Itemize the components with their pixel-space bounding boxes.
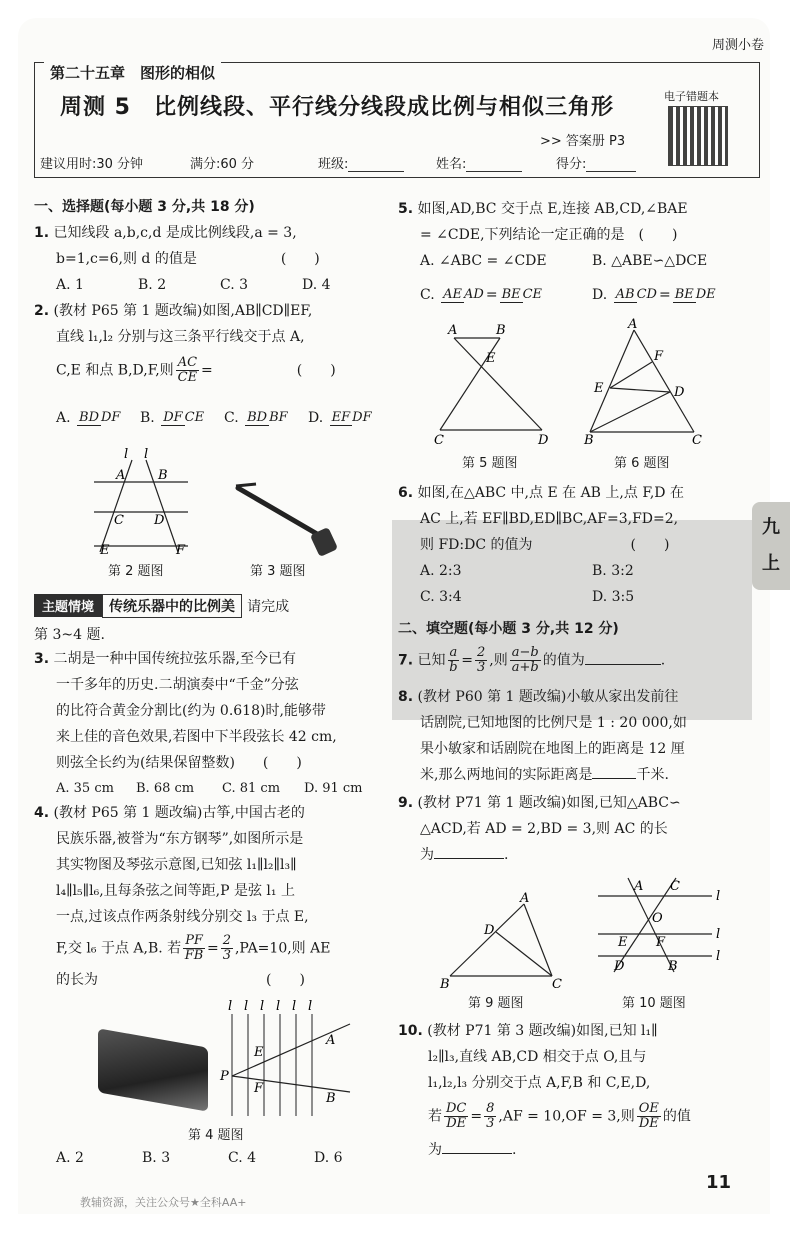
q6-option-d[interactable]: D. 3:5 — [592, 589, 635, 605]
svg-text:C: C — [670, 879, 680, 894]
q1-option-c[interactable]: C. 3 — [220, 277, 249, 293]
q2-option-d[interactable]: D. EF DF — [308, 409, 372, 426]
name-field — [436, 153, 522, 172]
svg-text:O: O — [652, 911, 663, 926]
q7-answer-blank[interactable] — [585, 651, 661, 665]
q3-option-a[interactable]: A. 35 cm — [56, 781, 114, 796]
figure-9-caption: 第 9 题图 — [468, 996, 524, 1011]
q2-number: 2. — [34, 303, 50, 319]
q6-option-c[interactable]: C. 3:4 — [420, 589, 462, 605]
svg-text:B: B — [326, 1091, 336, 1106]
q7-number: 7. — [398, 652, 414, 669]
q8-answer-blank[interactable] — [592, 765, 636, 779]
q2-option-b[interactable]: B. DF CE — [140, 409, 205, 426]
theme-suffix: 请完成 — [247, 599, 290, 615]
figure-2-caption: 第 2 题图 — [108, 564, 164, 579]
q10-answer-blank[interactable] — [442, 1140, 512, 1154]
svg-text:A: A — [326, 1033, 336, 1048]
q5-option-d[interactable]: D. AB CD = BE DE — [592, 286, 716, 303]
score-label: 得分: — [556, 157, 587, 172]
svg-text:l: l — [716, 889, 721, 904]
question-2 — [34, 298, 386, 431]
svg-text:l: l — [144, 447, 149, 462]
q4-number: 4. — [34, 805, 50, 821]
q2-options — [34, 405, 386, 431]
svg-text:l: l — [124, 447, 129, 462]
svg-text:l: l — [716, 927, 721, 942]
question-3: 3. 二胡是一种中国传统拉弦乐器,至今已有 一千多年的历史.二胡演奏中“千金”分弦 的比符合黄金分割比(约为 0.618)时,能够带 来上佳的音色效果,若图中下半段弦长 42 cm, 则弦全长约为(结果保留整数) ( ) A. 35 cm B. 68 cm C. 81 cm D. 91 cm — [34, 646, 386, 802]
side-tab: 九 上 — [752, 502, 790, 590]
figure-6-caption: 第 6 题图 — [614, 456, 670, 471]
q4-options — [56, 1150, 374, 1166]
q6-number: 6. — [398, 485, 414, 501]
svg-text:B: B — [584, 433, 594, 448]
svg-text:D: D — [614, 959, 625, 974]
svg-text:P: P — [220, 1069, 229, 1084]
svg-text:D: D — [674, 385, 685, 400]
section2-title: 二、填空题(每小题 3 分,共 12 分) — [398, 621, 619, 637]
svg-text:D: D — [154, 513, 165, 528]
svg-text:F: F — [656, 935, 666, 950]
svg-text:D: D — [538, 433, 549, 448]
q6-options-ab — [398, 558, 750, 584]
q5-options-cd — [398, 282, 750, 308]
q8-number: 8. — [398, 689, 414, 705]
q4-option-b[interactable]: B. 3 — [142, 1150, 171, 1166]
svg-text:C: C — [692, 433, 702, 448]
figure-9 — [436, 892, 566, 992]
figure-10 — [594, 872, 734, 976]
figure-4 — [218, 996, 358, 1120]
figure-4-caption: 第 4 题图 — [188, 1128, 244, 1143]
name-label: 姓名: — [436, 157, 467, 172]
svg-text:A: A — [520, 892, 530, 906]
svg-text:B: B — [668, 959, 678, 974]
q4-option-a[interactable]: A. 2 — [56, 1150, 84, 1166]
header-tag: 周测小卷 — [711, 38, 764, 53]
q2-option-a[interactable]: A. BD DF — [56, 409, 121, 426]
q1-options — [34, 272, 386, 298]
q3-options — [34, 776, 386, 802]
svg-text:F: F — [254, 1081, 264, 1096]
q5-option-c[interactable]: C. AE AD = BE CE — [420, 286, 543, 303]
question-5: 5. 如图,AD,BC 交于点 E,连接 AB,CD,∠BAE = ∠CDE,下列结论一定正确的是 ( ) A. ∠ABC = ∠CDE B. △ABE∽△DCE C. AE AD = BE CE D. AB CD = BE DE — [398, 196, 750, 308]
theme-bar — [34, 594, 386, 618]
question-9: 9. (教材 P71 第 1 题改编)如图,已知△ABC∽ △ACD,若 AD = 2,BD = 3,则 AC 的长 为 . — [398, 795, 681, 863]
question-6: 6. 如图,在△ABC 中,点 E 在 AB 上,点 F,D 在 AC 上,若 EF∥BD,ED∥BC,AF=3,FD=2, 则 FD:DC 的值为 ( ) A. 2:3 B. 3:2 C. 3:4 D. 3:5 — [398, 480, 750, 610]
q3-number: 3. — [34, 651, 50, 667]
q5-option-a[interactable]: A. ∠ABC = ∠CDE — [420, 253, 547, 269]
question-4: 4. (教材 P65 第 1 题改编)古筝,中国古老的 民族乐器,被誉为“东方钢琴”,如图所示是 其实物图及琴弦示意图,已知弦 l₁∥l₂∥l₃∥ l₄∥l₅∥l₆,且每条弦之间等距,P 是弦 l₁ 上 一点,过该点作两条射线分别交 l₃ 于点 E, F,交 l₆ 于点 A,B. 若 $\frac{PF}{FB}$ = $\frac{2}{3}$ ,PA=10,则 AE 的长为 ( ) — [34, 800, 386, 993]
svg-text:A: A — [448, 323, 458, 338]
q6-option-a[interactable]: A. 2:3 — [420, 563, 462, 579]
q1-number: 1. — [34, 225, 50, 241]
q10-number: 10. — [398, 1023, 423, 1039]
svg-text:C: C — [552, 977, 562, 992]
q4-line6: F,交 l₆ 于点 A,B. 若 $\frac{PF}{FB}$ = $\frac{2}{3}$ ,PA=10,则 AE — [56, 933, 331, 963]
q4-option-d[interactable]: D. 6 — [314, 1150, 343, 1166]
svg-text:A: A — [116, 468, 126, 483]
figure-3-caption: 第 3 题图 — [250, 564, 306, 579]
class-label: 班级: — [318, 157, 349, 172]
svg-text:l: l — [276, 999, 281, 1014]
svg-text:F: F — [176, 543, 186, 556]
svg-text:l: l — [228, 999, 233, 1014]
time-label: 建议用时:30 分钟 — [40, 157, 144, 172]
q9-number: 9. — [398, 795, 414, 811]
q4-option-c[interactable]: C. 4 — [228, 1150, 257, 1166]
svg-text:C: C — [434, 433, 444, 448]
svg-text:D: D — [484, 923, 495, 938]
svg-text:A: A — [634, 879, 644, 894]
answer-ref: >> 答案册 P3 — [540, 134, 626, 149]
q3-option-b[interactable]: B. 68 cm — [136, 781, 195, 796]
svg-text:C: C — [114, 513, 124, 528]
svg-text:l: l — [716, 949, 721, 964]
q2-option-c[interactable]: C. BD BF — [224, 409, 288, 426]
svg-text:B: B — [158, 468, 168, 483]
figure-2 — [86, 446, 196, 556]
q5-number: 5. — [398, 201, 414, 217]
svg-text:E: E — [594, 381, 604, 396]
q1-option-a[interactable]: A. 1 — [56, 277, 84, 293]
footer-text: 教辅资源，关注公众号★全科AA+ — [80, 1196, 247, 1209]
q3-option-d[interactable]: D. 91 cm — [304, 781, 363, 796]
section1-title: 一、选择题(每小题 3 分,共 18 分) — [34, 199, 255, 215]
svg-text:l: l — [244, 999, 249, 1014]
question-10: 10. (教材 P71 第 3 题改编)如图,已知 l₁∥ l₂∥l₃,直线 AB,CD 相交于点 O,且与 l₁,l₂,l₃ 分别交于点 A,F,B 和 C,E,D, 若 $\frac{DC}{DE}$ = $\frac{8}{3}$ ,AF = 10,OF = 3,则 $\frac{OE}{DE}$ 的值 为 . — [398, 1018, 750, 1163]
q1-text-2: b=1,c=6,则 d 的值是 ( ) — [56, 251, 320, 267]
svg-text:B: B — [496, 323, 506, 338]
svg-text:F: F — [654, 349, 664, 364]
question-8: 8. (教材 P60 第 1 题改编)小敏从家出发前往 话剧院,已知地图的比例尺是 1 : 20 000,如 果小敏家和话剧院在地图上的距离是 12 厘 米,那么两地间的实际距离是 千米. — [398, 689, 687, 783]
question-7: 7. 已知 $\frac{a}{b}$ = $\frac{2}{3}$ ,则 $\frac{a-b}{a+b}$ 的值为 . — [398, 645, 666, 675]
figure-5-caption: 第 5 题图 — [462, 456, 518, 471]
q1-option-b[interactable]: B. 2 — [138, 277, 167, 293]
svg-text:l: l — [292, 999, 297, 1014]
q5-options-ab — [398, 248, 750, 274]
score-full-label: 满分:60 分 — [190, 157, 255, 172]
q10-line4: 若 $\frac{DC}{DE}$ = $\frac{8}{3}$ ,AF = 10,OF = 3,则 $\frac{OE}{DE}$ 的值 — [428, 1101, 691, 1131]
chapter-label: 第二十五章 图形的相似 — [44, 62, 221, 83]
theme-line2: 第 3~4 题. — [34, 627, 105, 643]
score-field — [556, 153, 636, 172]
q6-option-b[interactable]: B. 3:2 — [592, 563, 634, 579]
q2-text: (教材 P65 第 1 题改编)如图,AB∥CD∥EF, — [53, 303, 313, 319]
page-number: 11 — [706, 1172, 732, 1193]
q2-text-3: C,E 和点 B,D,F,则 $\frac{AC}{CE}$ = ( ) — [56, 355, 336, 385]
theme-title: 传统乐器中的比例美 — [102, 594, 242, 618]
qr-label: 电子错题本 — [664, 90, 719, 103]
question-1 — [34, 220, 386, 298]
svg-text:A: A — [628, 318, 638, 332]
theme-tag: 主题情境 — [34, 594, 102, 617]
svg-text:E: E — [486, 351, 496, 366]
q1-option-d[interactable]: D. 4 — [302, 277, 331, 293]
figure-3 — [228, 478, 348, 558]
q2-text-2: 直线 l₁,l₂ 分别与这三条平行线交于点 A, — [56, 329, 305, 345]
svg-text:l: l — [260, 999, 265, 1014]
qr-code-icon[interactable] — [668, 106, 728, 166]
q6-options-cd — [398, 584, 750, 610]
figure-6 — [578, 318, 710, 448]
page-title: 周测 5 比例线段、平行线分线段成比例与相似三角形 — [60, 95, 614, 120]
class-field — [318, 153, 404, 172]
svg-text:E: E — [618, 935, 628, 950]
q3-option-c[interactable]: C. 81 cm — [222, 781, 281, 796]
svg-text:B: B — [440, 977, 450, 992]
svg-text:E: E — [100, 543, 110, 556]
q5-option-b[interactable]: B. △ABE∽△DCE — [592, 253, 708, 269]
figure-10-caption: 第 10 题图 — [622, 996, 686, 1011]
svg-text:l: l — [308, 999, 313, 1014]
svg-text:E: E — [254, 1045, 264, 1060]
q1-text: 已知线段 a,b,c,d 是成比例线段,a = 3, — [53, 225, 297, 241]
q9-answer-blank[interactable] — [434, 845, 504, 859]
figure-5 — [430, 322, 560, 448]
